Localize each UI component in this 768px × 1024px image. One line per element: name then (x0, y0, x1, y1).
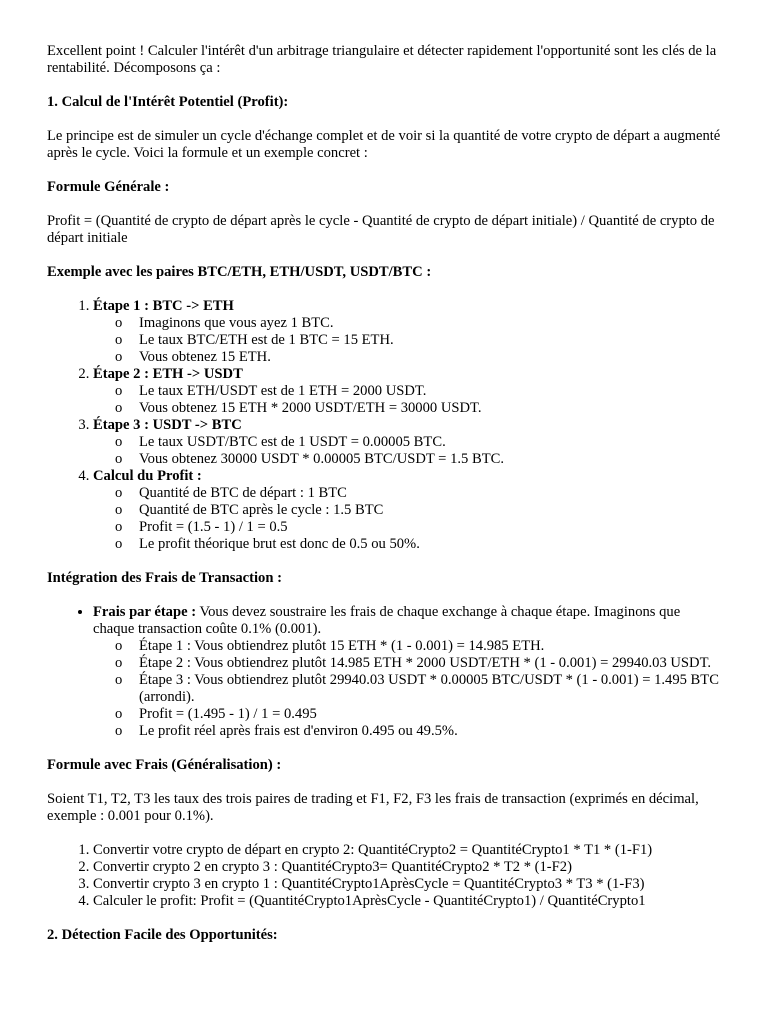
list-item: o Étape 3 : Vous obtiendrez plutôt 29940.03 USDT * 0.00005 BTC/USDT * (1 - 0.001) = 1.495 BTC (arrondi). (139, 672, 721, 706)
list-item: o Vous obtenez 15 ETH * 2000 USDT/ETH = 30000 USDT. (139, 400, 721, 417)
list-item (93, 366, 721, 417)
general-formula-heading: Formule Générale : (47, 179, 170, 195)
fees-sublist (93, 638, 721, 740)
intro-paragraph: Excellent point ! Calculer l'intérêt d'un arbitrage triangulaire et détecter rapidement l'opportunité sont les clés de la rentabilité. Décomposons ça : (47, 43, 717, 76)
list-item: o Le taux USDT/BTC est de 1 USDT = 0.00005 BTC. (139, 434, 721, 451)
example-heading: Exemple avec les paires BTC/ETH, ETH/USDT, USDT/BTC : (47, 264, 432, 280)
step-title: Étape 3 : USDT -> BTC (93, 417, 242, 433)
fee-formula-heading: Formule avec Frais (Généralisation) : (47, 757, 282, 773)
step-title: Étape 2 : ETH -> USDT (93, 366, 243, 382)
list-item: o Étape 1 : Vous obtiendrez plutôt 15 ETH * (1 - 0.001) = 14.985 ETH. (139, 638, 721, 655)
fees-bullet-text: Vous devez soustraire les frais de chaque exchange à chaque étape. Imaginons que chaque transaction coûte 0.1% (0.001). (93, 604, 681, 637)
fees-bullet-label: Frais par étape : (93, 604, 197, 620)
list-item: 3. Convertir crypto 3 en crypto 1 : QuantitéCrypto1AprèsCycle = QuantitéCrypto3 * T3 * (1-F3) (93, 876, 721, 893)
list-item: o Vous obtenez 15 ETH. (139, 349, 721, 366)
step-sublist (93, 434, 721, 468)
list-item: o Quantité de BTC de départ : 1 BTC (139, 485, 721, 502)
fee-formula-paragraph: Soient T1, T2, T3 les taux des trois paires de trading et F1, F2, F3 les frais de transaction (exprimés en décimal, exemple : 0.001 pour 0.1%). (47, 791, 699, 824)
list-item: o Le profit réel après frais est d'environ 0.495 ou 49.5%. (139, 723, 721, 740)
general-formula-text: Profit = (Quantité de crypto de départ après le cycle - Quantité de crypto de départ initiale) / Quantité de crypto de départ initiale (47, 213, 715, 246)
section-2-heading: 2. Détection Facile des Opportunités: (47, 927, 278, 943)
list-item: o Le profit théorique brut est donc de 0.5 ou 50%. (139, 536, 721, 553)
fees-heading: Intégration des Frais de Transaction : (47, 570, 282, 586)
step-title: Étape 1 : BTC -> ETH (93, 298, 234, 314)
list-item: o Étape 2 : Vous obtiendrez plutôt 14.985 ETH * 2000 USDT/ETH * (1 - 0.001) = 29940.03 USDT. (139, 655, 721, 672)
list-item (93, 417, 721, 468)
list-item: o Profit = (1.495 - 1) / 1 = 0.495 (139, 706, 721, 723)
step-sublist (93, 383, 721, 417)
fees-list (47, 604, 721, 740)
list-item: o Quantité de BTC après le cycle : 1.5 BTC (139, 502, 721, 519)
list-item (93, 468, 721, 553)
section-1-paragraph: Le principe est de simuler un cycle d'échange complet et de voir si la quantité de votre crypto de départ a augmenté après le cycle. Voici la formule et un exemple concret : (47, 128, 721, 161)
step-sublist (93, 485, 721, 553)
section-1-heading: 1. Calcul de l'Intérêt Potentiel (Profit): (47, 94, 289, 110)
list-item: o Imaginons que vous ayez 1 BTC. (139, 315, 721, 332)
list-item: 2. Convertir crypto 2 en crypto 3 : QuantitéCrypto3= QuantitéCrypto2 * T2 * (1-F2) (93, 859, 721, 876)
list-item: o Le taux BTC/ETH est de 1 BTC = 15 ETH. (139, 332, 721, 349)
list-item: 1. Convertir votre crypto de départ en crypto 2: QuantitéCrypto2 = QuantitéCrypto1 * T1 * (1-F1) (93, 842, 721, 859)
list-item: o Le taux ETH/USDT est de 1 ETH = 2000 USDT. (139, 383, 721, 400)
step-title: Calcul du Profit : (93, 468, 202, 484)
list-item: 4. Calculer le profit: Profit = (QuantitéCrypto1AprèsCycle - QuantitéCrypto1) / QuantitéCrypto1 (93, 893, 721, 910)
list-item: o Vous obtenez 30000 USDT * 0.00005 BTC/USDT = 1.5 BTC. (139, 451, 721, 468)
fee-formula-steps (47, 842, 721, 910)
list-item: o Profit = (1.5 - 1) / 1 = 0.5 (139, 519, 721, 536)
list-item (93, 604, 721, 740)
list-item (93, 298, 721, 366)
example-steps-list (47, 298, 721, 553)
step-sublist (93, 315, 721, 366)
